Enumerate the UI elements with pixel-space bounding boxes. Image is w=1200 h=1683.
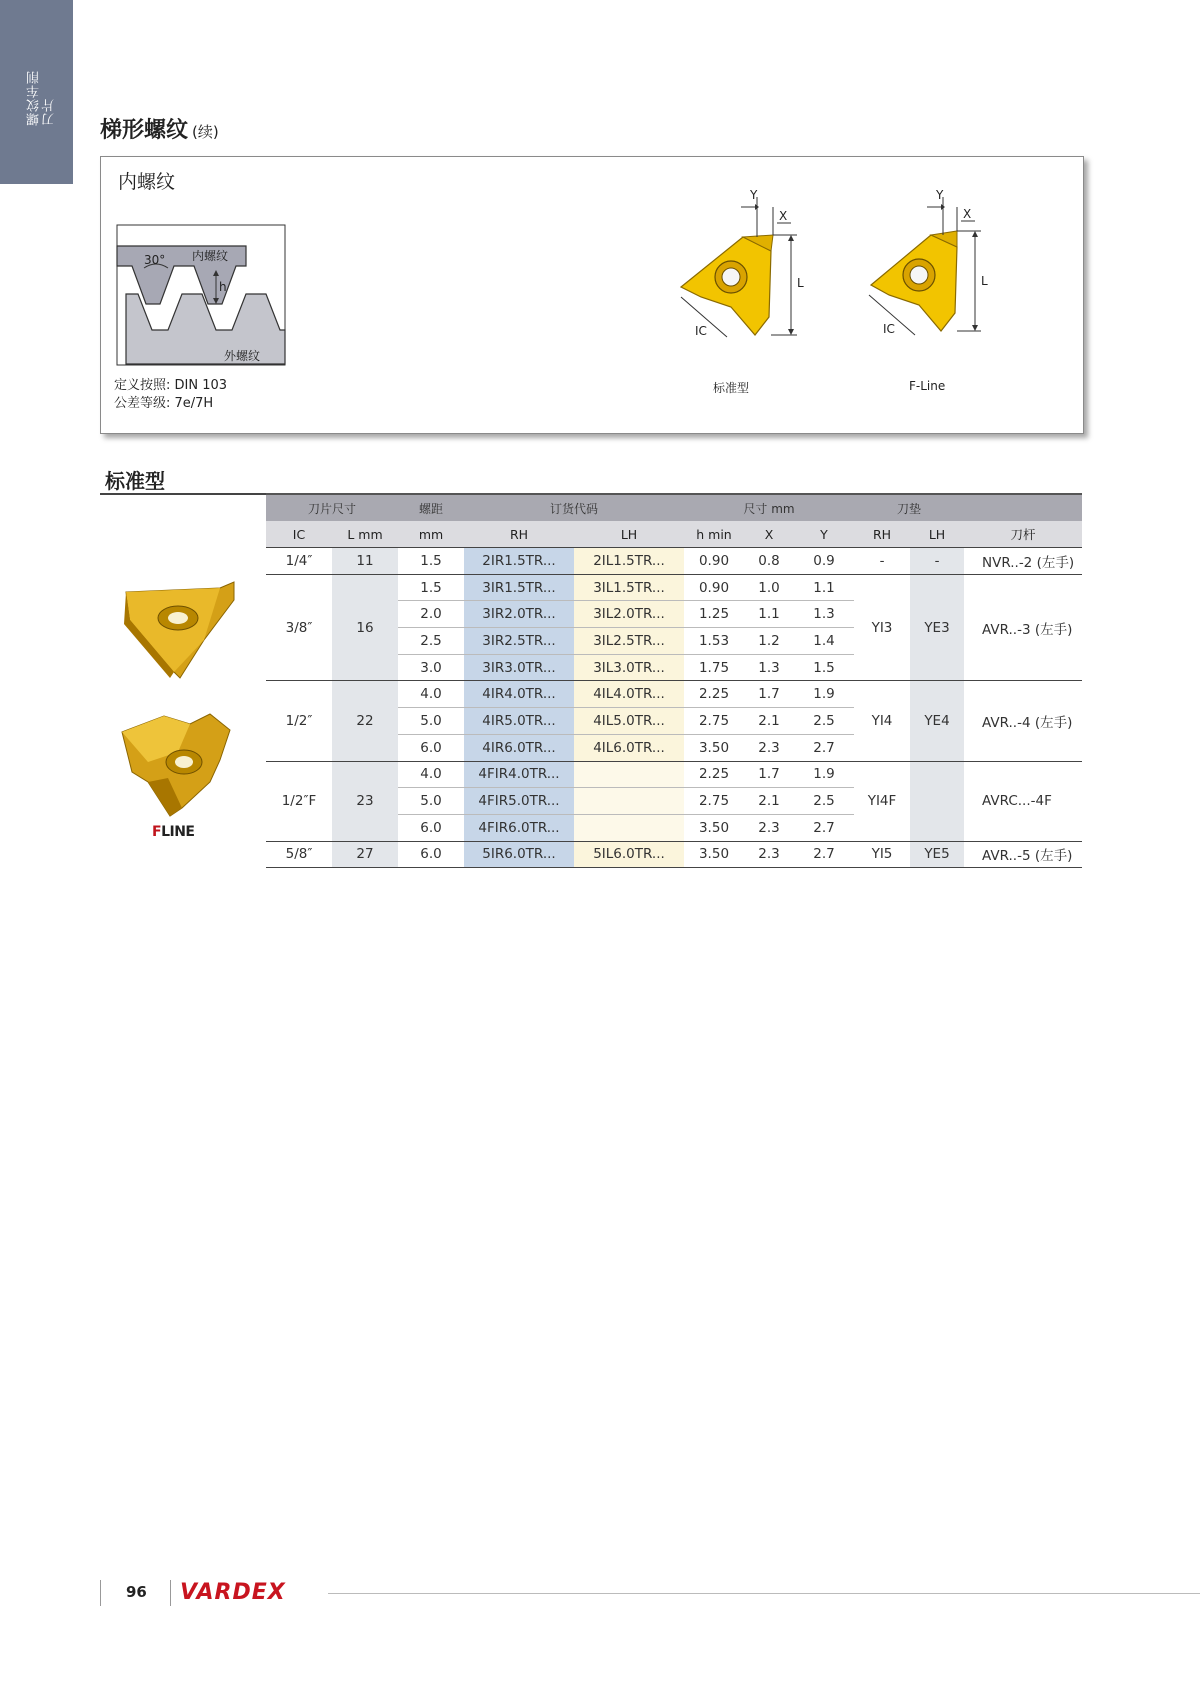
group-header	[964, 494, 1082, 521]
order-code-lh: 5IL6.0TR...	[574, 841, 684, 868]
holder-cell: AVRC...-4F	[964, 761, 1082, 841]
order-code-rh: 4IR4.0TR...	[464, 681, 574, 708]
order-code-rh: 5IR6.0TR...	[464, 841, 574, 868]
column-header: RH	[854, 521, 910, 548]
anvil-lh-cell: -	[910, 548, 964, 575]
pitch-cell: 1.5	[398, 574, 464, 601]
y-cell: 2.7	[794, 734, 854, 761]
tolerance-class: 公差等级: 7e/7H	[114, 396, 214, 411]
profile-internal-label: 内螺纹	[192, 249, 229, 263]
anvil-rh-cell: YI3	[854, 574, 910, 681]
pitch-cell: 6.0	[398, 841, 464, 868]
y-cell: 0.9	[794, 548, 854, 575]
pitch-cell: 4.0	[398, 681, 464, 708]
table-row	[266, 841, 1082, 868]
anvil-rh-cell: YI4	[854, 681, 910, 761]
fline-y-label: Y	[936, 188, 944, 202]
order-code-lh	[574, 814, 684, 841]
column-header: Y	[794, 521, 854, 548]
side-tab-line2: 刀片	[42, 98, 57, 126]
x-cell: 1.0	[744, 574, 794, 601]
h-min-cell: 2.75	[684, 708, 744, 735]
column-header: RH	[464, 521, 574, 548]
fline-x-label: X	[963, 207, 972, 221]
std-x-label: X	[779, 209, 788, 223]
h-min-cell: 3.50	[684, 814, 744, 841]
pitch-cell: 4.0	[398, 761, 464, 788]
standard-insert-photo	[120, 580, 240, 680]
order-code-lh: 3IL3.0TR...	[574, 654, 684, 681]
section-title	[100, 463, 1082, 495]
pitch-cell: 1.5	[398, 548, 464, 575]
order-code-lh: 3IL2.5TR...	[574, 628, 684, 655]
order-code-lh: 2IL1.5TR...	[574, 548, 684, 575]
holder-cell: AVR..-5 (左手)	[964, 841, 1082, 868]
order-code-lh	[574, 761, 684, 788]
holder-cell: NVR..-2 (左手)	[964, 548, 1082, 575]
order-code-lh	[574, 788, 684, 815]
order-code-rh: 3IR2.0TR...	[464, 601, 574, 628]
group-header: 尺寸 mm	[684, 494, 854, 521]
anvil-rh-cell: -	[854, 548, 910, 575]
pitch-cell: 6.0	[398, 814, 464, 841]
holder-cell: AVR..-4 (左手)	[964, 681, 1082, 761]
l-cell: 23	[332, 761, 398, 841]
anvil-lh-cell	[910, 761, 964, 841]
brand-logo: VARDEX	[180, 1580, 286, 1605]
ic-cell: 3/8″	[266, 574, 332, 681]
order-code-rh: 4FIR4.0TR...	[464, 761, 574, 788]
column-header: LH	[910, 521, 964, 548]
fline-insert-diagram	[861, 187, 1021, 357]
side-tab-label	[27, 70, 57, 126]
order-code-rh: 4FIR5.0TR...	[464, 788, 574, 815]
fline-ic-label: IC	[883, 322, 895, 336]
anvil-rh-cell: YI4F	[854, 761, 910, 841]
fline-insert-photo	[118, 712, 238, 822]
order-code-rh: 3IR2.5TR...	[464, 628, 574, 655]
column-header: IC	[266, 521, 332, 548]
x-cell: 2.3	[744, 734, 794, 761]
h-min-cell: 0.90	[684, 548, 744, 575]
pitch-cell: 2.0	[398, 601, 464, 628]
order-code-lh: 3IL2.0TR...	[574, 601, 684, 628]
standard-insert-diagram	[671, 187, 831, 357]
column-header: h min	[684, 521, 744, 548]
order-code-rh: 4IR5.0TR...	[464, 708, 574, 735]
order-code-lh: 4IL6.0TR...	[574, 734, 684, 761]
info-box	[100, 156, 1084, 434]
x-cell: 1.7	[744, 761, 794, 788]
column-header: LH	[574, 521, 684, 548]
column-header: 刀杆	[964, 521, 1082, 548]
standard-caption: 标准型	[713, 381, 750, 395]
table-row	[266, 761, 1082, 788]
profile-h-label: h	[219, 280, 227, 294]
table-row	[266, 548, 1082, 575]
x-cell: 1.7	[744, 681, 794, 708]
std-ic-label: IC	[695, 324, 707, 338]
y-cell: 1.9	[794, 761, 854, 788]
section-title-text: 标准型	[105, 469, 165, 493]
y-cell: 1.9	[794, 681, 854, 708]
fline-caption: F-Line	[909, 379, 946, 393]
x-cell: 2.1	[744, 708, 794, 735]
x-cell: 1.3	[744, 654, 794, 681]
ic-cell: 5/8″	[266, 841, 332, 868]
fline-logo-line: LINE	[161, 824, 195, 840]
y-cell: 1.5	[794, 654, 854, 681]
std-l-label: L	[797, 276, 804, 290]
x-cell: 2.3	[744, 814, 794, 841]
std-y-label: Y	[750, 188, 758, 202]
fline-logo-f: F	[152, 824, 162, 840]
y-cell: 1.3	[794, 601, 854, 628]
profile-angle-label: 30°	[144, 253, 166, 267]
spec-table	[266, 493, 1082, 868]
anvil-lh-cell: YE4	[910, 681, 964, 761]
info-box-heading: 内螺纹	[118, 171, 176, 193]
pitch-cell: 3.0	[398, 654, 464, 681]
h-min-cell: 1.75	[684, 654, 744, 681]
order-code-lh: 4IL4.0TR...	[574, 681, 684, 708]
fline-logo	[152, 824, 195, 840]
h-min-cell: 2.25	[684, 681, 744, 708]
profile-external-label: 外螺纹	[224, 349, 261, 363]
group-header: 螺距	[398, 494, 464, 521]
x-cell: 2.3	[744, 841, 794, 868]
y-cell: 1.1	[794, 574, 854, 601]
y-cell: 2.5	[794, 788, 854, 815]
pitch-cell: 5.0	[398, 708, 464, 735]
ic-cell: 1/2″	[266, 681, 332, 761]
h-min-cell: 3.50	[684, 841, 744, 868]
h-min-cell: 2.25	[684, 761, 744, 788]
column-header: X	[744, 521, 794, 548]
x-cell: 1.2	[744, 628, 794, 655]
ic-cell: 1/2″F	[266, 761, 332, 841]
order-code-lh: 4IL5.0TR...	[574, 708, 684, 735]
l-cell: 27	[332, 841, 398, 868]
order-code-rh: 3IR1.5TR...	[464, 574, 574, 601]
order-code-rh: 2IR1.5TR...	[464, 548, 574, 575]
page-title-continued: (续)	[192, 123, 219, 141]
footer-divider-right	[170, 1580, 171, 1606]
y-cell: 1.4	[794, 628, 854, 655]
y-cell: 2.5	[794, 708, 854, 735]
anvil-rh-cell: YI5	[854, 841, 910, 868]
pitch-cell: 2.5	[398, 628, 464, 655]
y-cell: 2.7	[794, 841, 854, 868]
anvil-lh-cell: YE3	[910, 574, 964, 681]
pitch-cell: 5.0	[398, 788, 464, 815]
side-tab	[0, 0, 73, 184]
column-header: L mm	[332, 521, 398, 548]
order-code-rh: 4IR6.0TR...	[464, 734, 574, 761]
table-row	[266, 574, 1082, 601]
ic-cell: 1/4″	[266, 548, 332, 575]
side-tab-line1: 螺纹车削	[27, 70, 42, 126]
h-min-cell: 1.25	[684, 601, 744, 628]
h-min-cell: 3.50	[684, 734, 744, 761]
h-min-cell: 0.90	[684, 574, 744, 601]
page-number: 96	[126, 1583, 147, 1601]
table-row	[266, 681, 1082, 708]
pitch-cell: 6.0	[398, 734, 464, 761]
order-code-lh: 3IL1.5TR...	[574, 574, 684, 601]
fline-l-label: L	[981, 274, 988, 288]
x-cell: 1.1	[744, 601, 794, 628]
footer-divider-left	[100, 1580, 101, 1606]
page-title-main: 梯形螺纹	[100, 118, 189, 143]
definitions	[114, 377, 227, 413]
l-cell: 16	[332, 574, 398, 681]
footer-rule	[328, 1593, 1200, 1594]
definition-standard: 定义按照: DIN 103	[114, 378, 228, 393]
h-min-cell: 1.53	[684, 628, 744, 655]
group-header: 刀片尺寸	[266, 494, 398, 521]
l-cell: 11	[332, 548, 398, 575]
x-cell: 2.1	[744, 788, 794, 815]
h-min-cell: 2.75	[684, 788, 744, 815]
column-header: mm	[398, 521, 464, 548]
x-cell: 0.8	[744, 548, 794, 575]
anvil-lh-cell: YE5	[910, 841, 964, 868]
page-title	[100, 113, 219, 144]
group-header: 刀垫	[854, 494, 964, 521]
order-code-rh: 3IR3.0TR...	[464, 654, 574, 681]
y-cell: 2.7	[794, 814, 854, 841]
order-code-rh: 4FIR6.0TR...	[464, 814, 574, 841]
group-header: 订货代码	[464, 494, 684, 521]
l-cell: 22	[332, 681, 398, 761]
holder-cell: AVR..-3 (左手)	[964, 574, 1082, 681]
thread-profile-diagram	[116, 224, 286, 366]
